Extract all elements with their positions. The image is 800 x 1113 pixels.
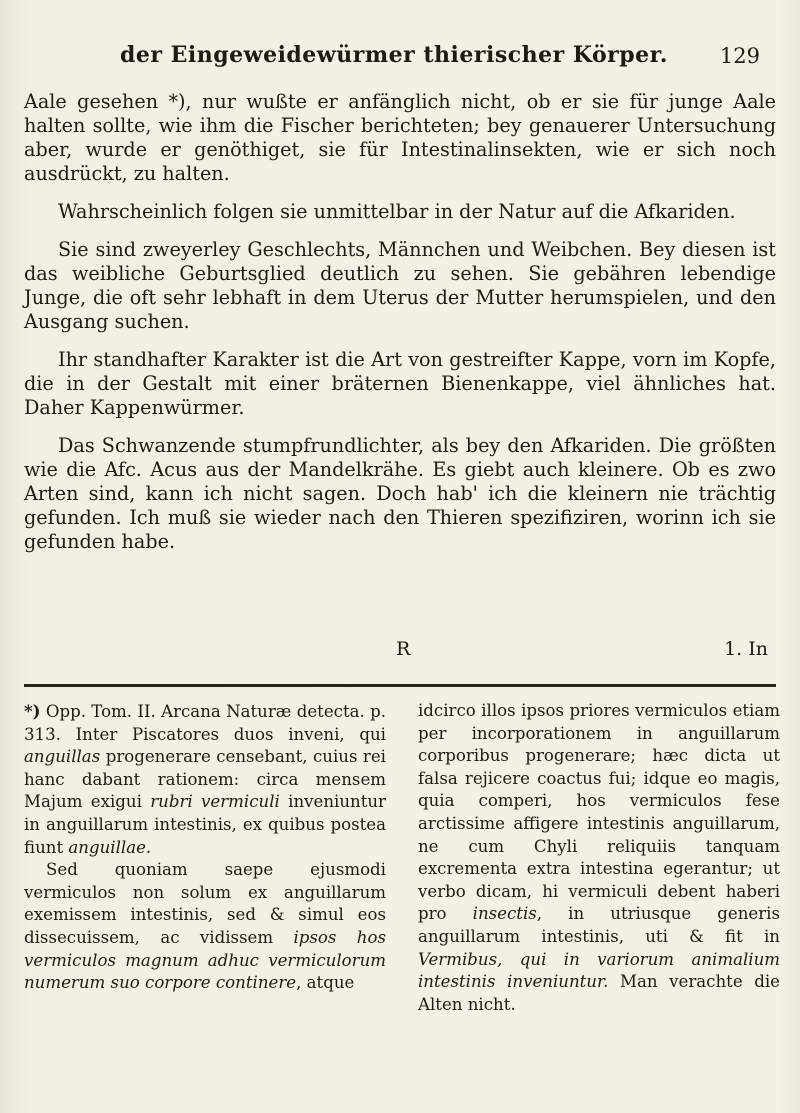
footnote-text: , in utriusque generis anguillarum intestinis, uti & fit in — [418, 904, 780, 946]
paragraph-1-rest: , nur wußte er anfänglich nicht, ob er sie für junge Aale halten sollte, wie ihm die Fischer berichteten; bey genauerer Untersuchung aber, wurde er genöthiget, sie für Intestinalinsekten, wie er sich noch ausdrückt, zu halten. — [24, 90, 777, 185]
footnote-text: Sed quoniam saepe ejusmodi vermiculos non solum ex anguillarum exemissem intestinis, sed & simul eos dissecuissem, ac vidissem — [24, 860, 386, 947]
footnote-italic: ipsos hos vermiculos magnum adhuc vermiculorum numerum suo corpore continere — [24, 927, 386, 993]
page-number: 129 — [719, 44, 760, 68]
footnote-divider — [24, 684, 776, 687]
footnote-mark: *) — [24, 701, 41, 721]
footnote-italic: rubri vermiculi — [150, 792, 280, 812]
paragraph-3: Sie sind zweyerley Geschlechts, Männchen und Weibchen. Bey diesen ist das weibliche Geburtsglied deutlich zu sehen. Sie gebähren lebendige Junge, die oft sehr lebhaft in dem Uterus der Mutter herumspielen, und den Ausgang suchen. — [24, 238, 776, 333]
footnote-paragraph-3 — [418, 700, 780, 1016]
footnote-text: Opp. Tom. II. Arcana Naturæ detecta. p. 313. Inter Piscatores duos inveni, qui — [24, 702, 386, 744]
footnote-italic: Vermibus, qui in variorum animalium intestinis inveniuntur. — [418, 949, 780, 992]
footnote-italic: anguillas — [24, 747, 101, 767]
paragraph-4: Ihr standhafter Karakter ist die Art von gestreifter Kappe, vorn im Kopfe, die in der Gestalt mit einer bräternen Bienenkappe, viel ähnliches hat. Daher Kappenwürmer. — [24, 348, 776, 419]
footnote-text: inveniuntur in anguillarum intestinis, ex quibus postea fiunt — [24, 792, 386, 857]
footnote-right-column — [418, 700, 780, 1016]
page-header — [100, 10, 760, 82]
footnote-left-column — [24, 700, 386, 995]
footnote-paragraph-1 — [24, 700, 386, 859]
footnote-italic: anguillae. — [68, 837, 152, 857]
footnote-reference: *) — [168, 90, 186, 113]
main-text — [24, 90, 776, 568]
catchword: 1. In — [724, 638, 768, 660]
paragraph-1-start: Aale gesehen — [24, 90, 169, 113]
paragraph-1 — [24, 90, 776, 186]
running-title: der Eingeweidewürmer thierischer Körper. — [120, 42, 668, 68]
signature-line — [24, 638, 776, 664]
paragraph-5: Das Schwanzende stumpfrundlichter, als bey den Afkariden. Die größten wie die Afc. Acus aus der Mandelkrähe. Es giebt auch kleinere. Ob es zwo Arten sind, kann ich nicht sagen. Doch hab' ich die kleinern nie trächtig gefunden. Ich muß sie wieder nach den Thieren spezifiziren, worinn ich sie gefunden habe. — [24, 434, 776, 553]
footnote-text: idcirco illos ipsos priores vermiculos etiam per incorporationem in anguillarum corporibus progenerare; hæc dicta ut falsa rejicere coactus fui; idque eo magis, quia comperi, hos vermiculos fese arctissime affigere intestinis anguillarum, ne cum Chyli reliquiis tanquam excrementa extra intestina egerantur; ut verbo dicam, hi vermiculi debent haberi pro — [418, 701, 780, 924]
footnote-text: , atque — [296, 973, 355, 993]
footnote-paragraph-2 — [24, 859, 386, 995]
footnote-italic: insectis — [472, 904, 537, 924]
footnote-text: progenerare censebant, cuius rei hanc dabant rationem: circa mensem Majum exigui — [24, 747, 386, 812]
signature-mark: R — [396, 638, 411, 660]
footnote-text: Man verachte die Alten nicht. — [418, 972, 780, 1014]
paragraph-2: Wahrscheinlich folgen sie unmittelbar in der Natur auf die Afkariden. — [58, 200, 736, 223]
